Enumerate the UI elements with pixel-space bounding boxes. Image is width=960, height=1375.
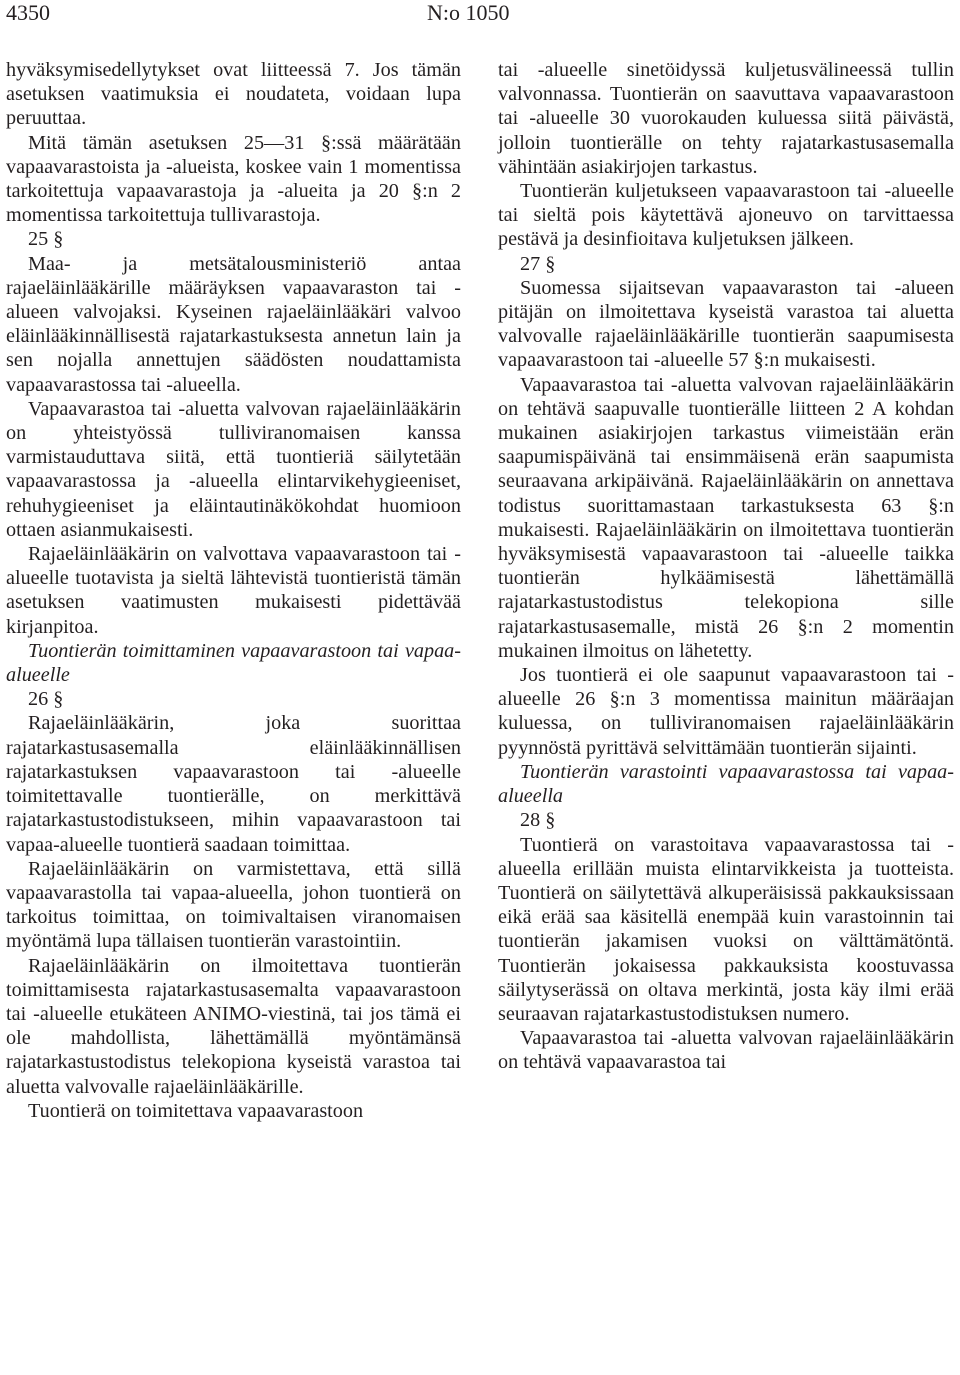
right-column xyxy=(498,58,954,1075)
paragraph: Vapaavarastoa tai -aluetta valvovan rajaeläinlääkärin on tehtävä saapuvalle tuontierälle liitteen 2 A kohdan mukainen asiakirjojen tarkastus viimeistään erän saapumispäivänä tai ensimmäisenä erän saapumista seuraavana arkipäivänä. Rajaeläinlääkärin on annettava todistus suorittamastaan tarkastuksesta 63 §:n mukaisesti. Rajaeläinlääkärin on ilmoitettava tuontierän hyväksymisestä vapaavarastoon tai -alueelle taikka tuontierän hylkäämisestä lähettämällä rajatarkastustodistus telekopiona sille rajatarkastusasemalle, mistä 26 §:n 2 momentin mukainen ilmoitus on lähetetty. xyxy=(498,373,954,662)
paragraph: Suomessa sijaitsevan vapaavaraston tai -alueen pitäjän on ilmoitettava kyseistä varastoa tai aluetta valvovalle rajaeläinlääkärille tuontierän saapumisesta vapaavarastoon tai -alueelle 57 §:n mukaisesti. xyxy=(498,276,954,372)
paragraph: tai -alueelle sinetöidyssä kuljetusvälineessä tullin valvonnassa. Tuontierän on saavuttava vapaavarastoon tai -alueelle 30 vuorokauden kuluessa siitä päivästä, jolloin tuontierälle on tehty rajatarkastusasemalla vähintään asiakirjojen tarkastus. xyxy=(498,59,954,178)
paragraph: Tuontierä on toimitettava vapaavarastoon xyxy=(28,1099,364,1122)
paragraph: Vapaavarastoa tai -aluetta valvovan rajaeläinlääkärin on tehtävä vapaavarastoa tai xyxy=(498,1027,954,1074)
paragraph: Jos tuontierä ei ole saapunut vapaavarastoon tai -alueelle 26 §:n 3 momentissa mainitun määräajan kuluessa, on tulliviranomaisen rajaeläinlääkärin pyynnöstä pyrittävä selvittämään tuontierän sijainti. xyxy=(498,664,954,759)
section-heading: Tuontierän varastointi vapaavarastossa tai vapaa-alueella xyxy=(498,760,954,808)
paragraph: Vapaavarastoa tai -aluetta valvovan rajaeläinlääkärin on yhteistyössä tulliviranomaisen kanssa varmistauduttava siitä, että tuontieriä säilytetään vapaavarastossa ja -alueella elintarvikehygieeniset, rehuhygieeniset ja eläintautinäkökohdat huomioon ottaen asianmukaisesti. xyxy=(6,397,461,541)
paragraph: Mitä tämän asetuksen 25—31 §:ssä määrätään vapaavarastoista ja -alueista, koskee vain 1 momentissa tarkoitettuja vapaavarastoja ja -alueita ja 20 §:n 2 momentissa tarkoitettuja tullivarastoja. xyxy=(6,131,461,227)
paragraph: Rajaeläinlääkärin on varmistettava, että sillä vapaavarastolla tai vapaa-alueella, johon tuontierä on tarkoitus toimittaa, on toimivaltaisen viranomaisen myöntämä lupa tällaisen tuontierän varastointiin. xyxy=(6,857,461,953)
page-header xyxy=(0,0,960,30)
paragraph: Maa- ja metsätalousministeriö antaa rajaeläinlääkärille määräyksen vapaavaraston tai -alueen valvojaksi. Kyseinen rajaeläinlääkäri valvoo eläinlääkinnällisestä rajatarkastuksesta annetun lain ja sen nojalla annettujen säädösten noudattamista vapaavarastossa tai -alueella. xyxy=(6,252,461,396)
section-number-27: 27 § xyxy=(520,252,556,275)
section-number-26: 26 § xyxy=(28,688,64,711)
paragraph: Tuontierä on varastoitava vapaavarastossa tai -alueella erillään muista elintarvikkeista ja tuotteista. Tuontierä on säilytettävä alkuperäisissä pakkauksissaan eikä erää saa käsitellä enempää kuin varastoinnin tai tuontierän jakamisen vuoksi on välttämätöntä. Tuontierän jokaisessa pakkauksista koostuvassa säilytyserässä on oltava merkintä, josta käy ilmi erää seuraavan rajatarkastustodistuksen numero. xyxy=(498,833,954,1025)
paragraph: Tuontierän kuljetukseen vapaavarastoon tai -alueelle tai sieltä pois käytettävä ajoneuvo on tarvittaessa pestävä ja desinfioitava kuljetuksen jälkeen. xyxy=(498,180,954,251)
issue-number: N:o 1050 xyxy=(427,0,510,25)
paragraph: Rajaeläinlääkärin on ilmoitettava tuontierän toimittamisesta rajatarkastusasemalta vapaavarastoon tai -alueelle etukäteen ANIMO-viestinä, tai jos tämä ei ole mahdollista, lähettämällä myöntämänsä rajatarkastustodistus telekopiona kyseistä varastoa tai aluetta valvovalle rajaeläinlääkärille. xyxy=(6,954,461,1098)
section-number-28: 28 § xyxy=(520,809,556,832)
page-number: 4350 xyxy=(6,0,50,25)
paragraph: hyväksymisedellytykset ovat liitteessä 7. Jos tämän asetuksen vaatimuksia ei noudateta, voidaan lupa peruuttaa. xyxy=(6,59,461,130)
left-column xyxy=(6,58,461,1123)
paragraph: Rajaeläinlääkärin, joka suorittaa rajatarkastusasemalla eläinlääkinnällisen rajatarkastuksen vapaavarastoon tai -alueelle toimitettavalle tuontierälle, on merkittävä rajatarkastustodistukseen, mihin vapaavarastoon tai vapaa-alueelle tuontierä saadaan toimittaa. xyxy=(6,712,461,856)
section-heading: Tuontierän toimittaminen vapaavarastoon tai vapaa-alueelle xyxy=(6,639,461,687)
section-number-25: 25 § xyxy=(28,228,64,251)
paragraph: Rajaeläinlääkärin on valvottava vapaavarastoon tai -alueelle tuotavista ja sieltä lähtevistä tuontieristä tämän asetuksen vaatimusten mukaisesti pidettävää kirjanpitoa. xyxy=(6,543,461,638)
